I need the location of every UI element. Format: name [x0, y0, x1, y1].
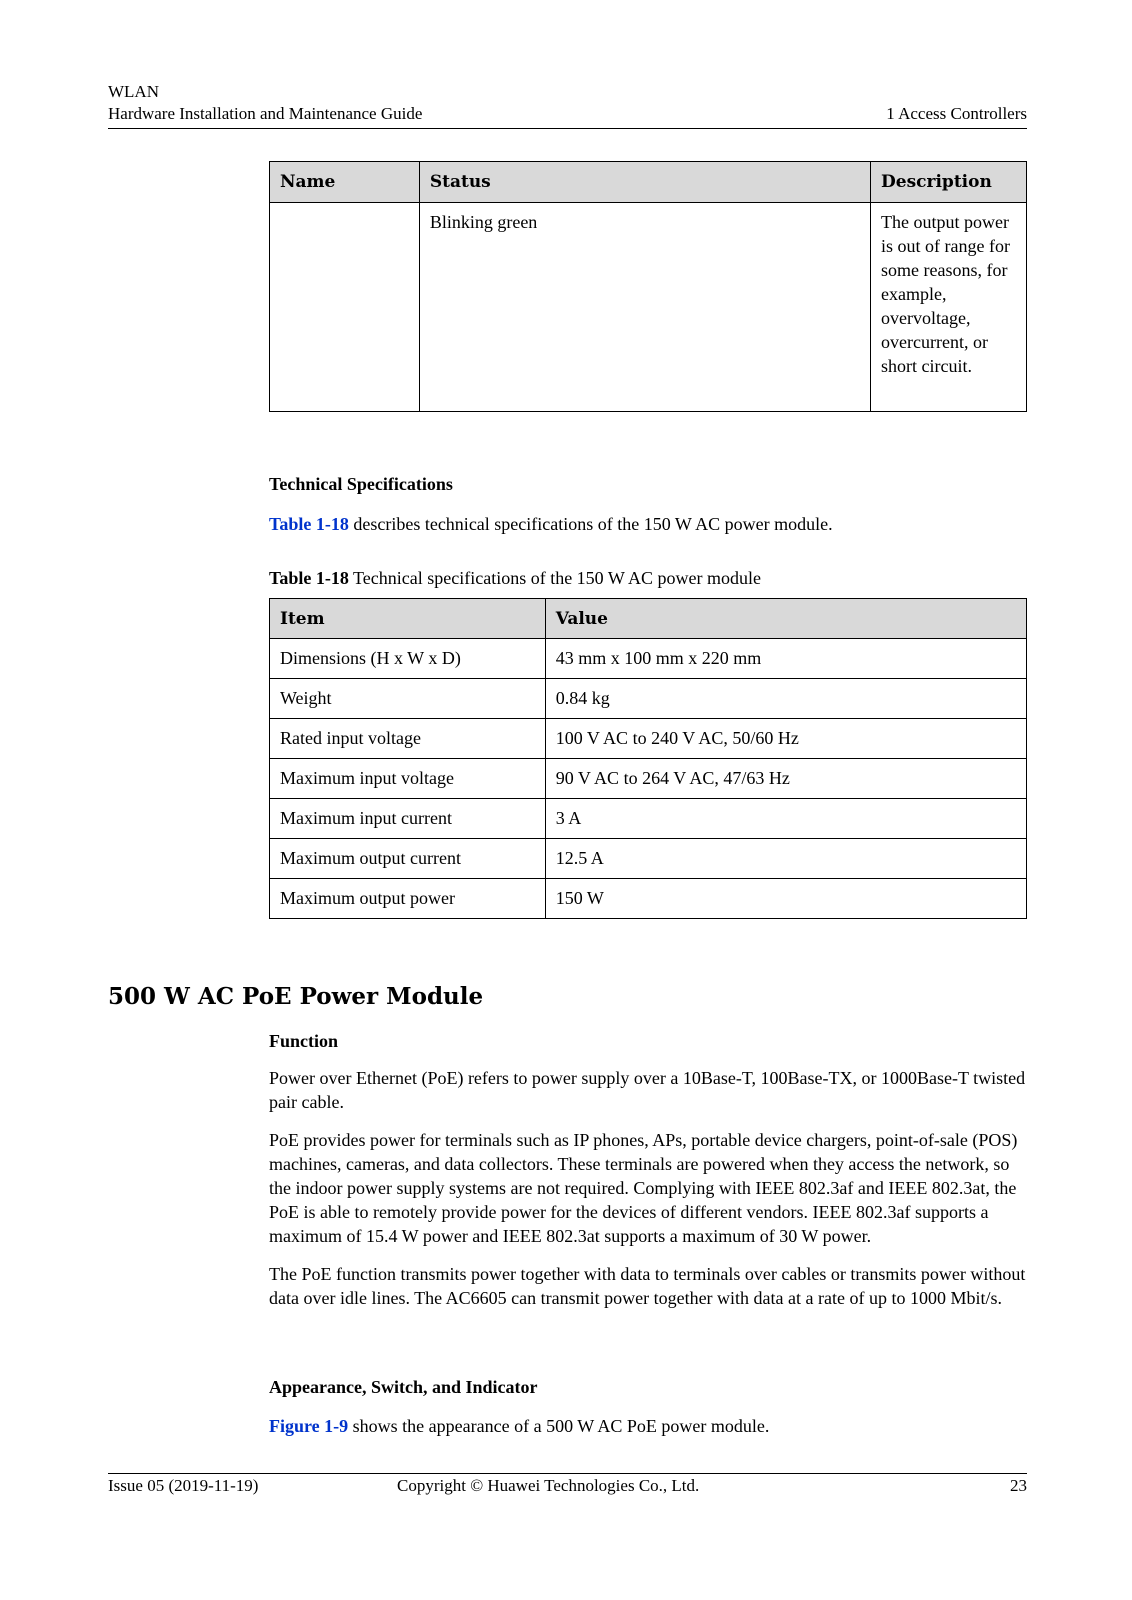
table-header-row [270, 162, 1027, 203]
table-row [270, 639, 1027, 679]
status-table [269, 161, 1027, 412]
cell-value: 90 V AC to 264 V AC, 47/63 Hz [545, 759, 1026, 799]
cell-value: 100 V AC to 240 V AC, 50/60 Hz [545, 719, 1026, 759]
cell-item: Maximum output current [270, 839, 546, 879]
header-doc-family: WLAN [108, 82, 159, 101]
tech-spec-heading: Technical Specifications [269, 474, 453, 494]
table-caption-text: Technical specifications of the 150 W AC power module [348, 568, 762, 588]
cell-item: Dimensions (H x W x D) [270, 639, 546, 679]
footer-copyright: Copyright © Huawei Technologies Co., Ltd. [397, 1476, 700, 1495]
table-row [270, 719, 1027, 759]
table-caption [269, 566, 1027, 590]
table-caption-label: Table 1-18 [269, 568, 349, 588]
footer-divider [108, 1473, 1027, 1474]
section-title: 500 W AC PoE Power Module [108, 983, 484, 1010]
table-row [270, 799, 1027, 839]
appearance-heading: Appearance, Switch, and Indicator [269, 1377, 538, 1397]
cell-value: 12.5 A [545, 839, 1026, 879]
cell-item: Rated input voltage [270, 719, 546, 759]
cell-value: 150 W [545, 879, 1026, 919]
table-1-18-link[interactable]: Table 1-18 [269, 514, 349, 534]
table-row [270, 759, 1027, 799]
cell-value: 43 mm x 100 mm x 220 mm [545, 639, 1026, 679]
column-header-status: Status [419, 162, 870, 203]
header-divider [108, 128, 1027, 129]
table-row [270, 679, 1027, 719]
column-header-name: Name [270, 162, 420, 203]
cell-name [270, 203, 420, 412]
cell-item: Maximum input voltage [270, 759, 546, 799]
cell-item: Maximum input current [270, 799, 546, 839]
table-row [270, 839, 1027, 879]
column-header-value: Value [545, 599, 1026, 639]
table-row [270, 203, 1027, 412]
page-number: 23 [1010, 1476, 1027, 1495]
appearance-intro [269, 1414, 1027, 1438]
cell-value: 3 A [545, 799, 1026, 839]
column-header-item: Item [270, 599, 546, 639]
cell-description: The output power is out of range for some reasons, for example, overvoltage, overcurrent, or short circuit. [871, 203, 1027, 412]
header-section: 1 Access Controllers [886, 104, 1027, 123]
tech-spec-intro-text: describes technical specifications of the 150 W AC power module. [348, 514, 833, 534]
function-body [269, 1066, 1027, 1310]
table-header-row [270, 599, 1027, 639]
cell-item: Weight [270, 679, 546, 719]
function-heading: Function [269, 1031, 339, 1051]
table-row [270, 879, 1027, 919]
figure-1-9-link[interactable]: Figure 1-9 [269, 1416, 349, 1436]
appearance-intro-text: shows the appearance of a 500 W AC PoE power module. [348, 1416, 770, 1436]
spec-table [269, 598, 1027, 919]
header-doc-title: Hardware Installation and Maintenance Guide [108, 104, 423, 123]
cell-status: Blinking green [419, 203, 870, 412]
paragraph: PoE provides power for terminals such as IP phones, APs, portable device chargers, point-of-sale (POS) machines, cameras, and data collectors. These terminals are powered when they access the network, so the indoor power supply systems are not required. Complying with IEEE 802.3af and IEEE 802.3at, the PoE is able to remotely provide power for the devices of different vendors. IEEE 802.3af supports a maximum of 15.4 W power and IEEE 802.3at supports a maximum of 30 W power. [269, 1130, 1018, 1246]
paragraph: Power over Ethernet (PoE) refers to power supply over a 10Base-T, 100Base-TX, or 1000Base-T twisted pair cable. [269, 1068, 1026, 1112]
cell-value: 0.84 kg [545, 679, 1026, 719]
cell-item: Maximum output power [270, 879, 546, 919]
tech-spec-intro [269, 512, 1027, 536]
column-header-description: Description [871, 162, 1027, 203]
paragraph: The PoE function transmits power together with data to terminals over cables or transmits power without data over idle lines. The AC6605 can transmit power together with data at a rate of up to 1000 Mbit/s. [269, 1264, 1026, 1308]
footer-issue: Issue 05 (2019-11-19) [108, 1476, 259, 1495]
